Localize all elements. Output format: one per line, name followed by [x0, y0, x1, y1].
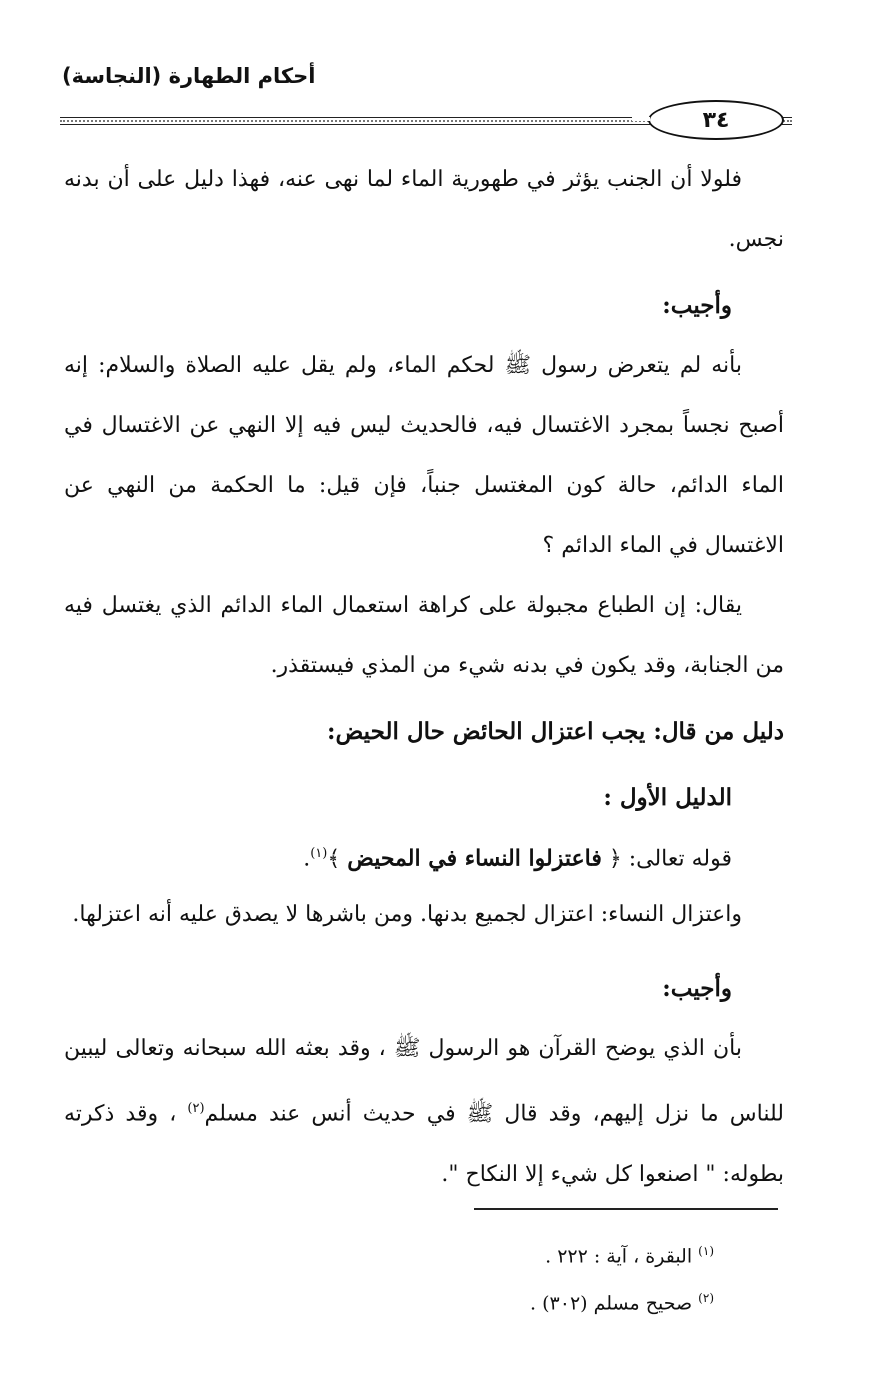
- footnote-mark: (٢): [698, 1291, 714, 1306]
- page-number-badge: [648, 100, 784, 140]
- quran-quote: [64, 828, 784, 885]
- header-rule: [60, 100, 792, 140]
- footnote: [64, 1277, 728, 1324]
- quran-verse: فاعتزلوا النساء في المحيض: [347, 845, 602, 872]
- footnote-mark: (١): [698, 1244, 714, 1258]
- footnote-divider: [474, 1208, 778, 1210]
- section-heading: وأجيب:: [662, 292, 732, 319]
- footnote-text: البقرة ، آية : ٢٢٢ .: [545, 1245, 699, 1268]
- footnotes: [64, 1230, 728, 1325]
- paragraph-text: بأن الذي يوضح القرآن هو الرسول ﷺ ، وقد بعثه الله سبحانه وتعالى ليبين للناس ما نزل إليهم، وقد قال ﷺ في حديث أنس عند مسلم: [64, 1036, 784, 1127]
- footnote: [64, 1230, 728, 1277]
- paragraph: واعتزال النساء: اعتزال لجميع بدنها. ومن باشرها لا يصدق عليه أنه اعتزلها.: [72, 902, 742, 928]
- footnote-ref: (٢): [187, 1101, 205, 1117]
- quran-end: .: [303, 846, 311, 872]
- footnote-ref: (١): [310, 846, 328, 861]
- footnote-text: صحيح مسلم (٣٠٢) .: [530, 1292, 699, 1315]
- paragraph: بأنه لم يتعرض رسول ﷺ لحكم الماء، ولم يقل عليه الصلاة والسلام: إنه أصبح نجساً بمجرد الاغتسال فيه، فالحديث ليس فيه إلا النهي عن الاغتسال في الماء الدائم، حالة كون المغتسل جنباً، فإن قيل: ما الحكمة من النهي عن الاغتسال في الماء الدائم ؟: [64, 353, 784, 558]
- running-title: أحكام الطهارة (النجاسة): [62, 64, 316, 88]
- ornate-bracket-close: ﴾: [327, 846, 341, 872]
- section-heading: وأجيب:: [662, 975, 732, 1003]
- paragraph: يقال: إن الطباع مجبولة على كراهة استعمال الماء الدائم الذي يغتسل فيه من الجنابة، وقد يكون في بدنه شيء من المذي فيستقذر.: [64, 593, 784, 678]
- ornate-bracket-open: ﴿: [608, 846, 622, 872]
- paragraph: فلولا أن الجنب يؤثر في طهورية الماء لما نهى عنه، فهذا دليل على أن بدنه نجس.: [64, 167, 784, 252]
- paragraph: [64, 1019, 784, 1204]
- quran-intro: قوله تعالى:: [628, 846, 732, 872]
- page-number: ٣٤: [702, 107, 730, 133]
- paragraph-text: ، وقد ذكرته بطوله: " اصنعوا كل شيء إلا النكاح ".: [64, 1101, 784, 1187]
- section-heading: الدليل الأول :: [603, 784, 732, 811]
- main-text: [64, 150, 784, 1205]
- section-heading: دليل من قال: يجب اعتزال الحائض حال الحيض:: [327, 718, 784, 745]
